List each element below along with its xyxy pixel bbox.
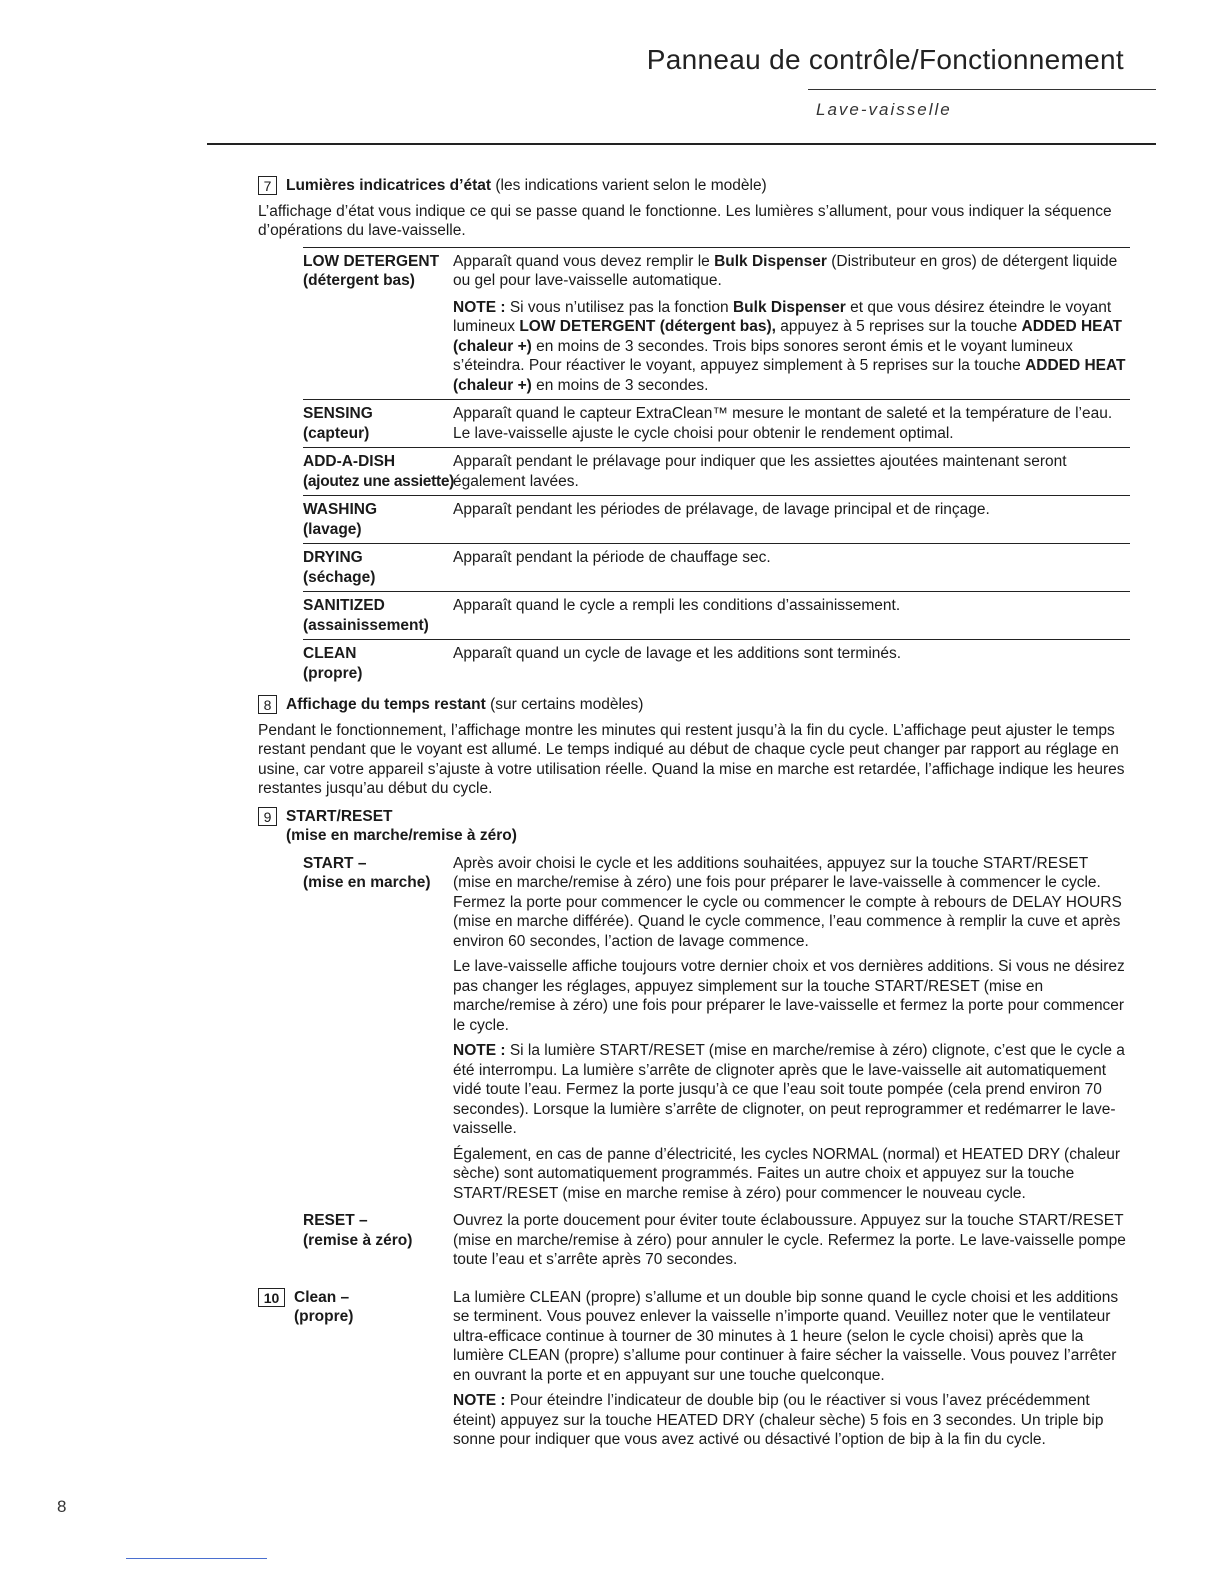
page-title: Panneau de contrôle/Fonctionnement — [646, 44, 1124, 75]
header-rule — [808, 89, 1156, 90]
footer-rule — [126, 1558, 267, 1559]
reset-entry — [303, 1209, 1130, 1276]
indicator-row-drying — [303, 543, 1130, 591]
entry-label: START – (mise en marche) — [303, 854, 431, 891]
section-title-note: (les indications varient selon le modèle) — [491, 177, 767, 194]
indicator-description: Apparaît quand le capteur ExtraClean™ mesure le montant de saleté et la température de l’eau. Le lave-vaisselle ajuste le cycle choisi pour obtenir le rendement optimal. — [453, 405, 1113, 442]
indicator-label: SANITIZED (assainissement) — [303, 597, 429, 634]
note: NOTE : Pour éteindre l’indicateur de double bip (ou le réactiver si vous l’avez précédemment éteint) appuyez sur la touche HEATED DRY (chaleur sèche) 5 fois en 3 secondes. Un triple bip sonne pour indiquer que vous avez activé ou désactivé l’option de bip à la fin du cycle. — [453, 1392, 1104, 1448]
section-title: START/RESET (mise en marche/remise à zéro) — [286, 807, 517, 844]
section-heading — [258, 695, 1130, 715]
indicator-description: Apparaît quand un cycle de lavage et les additions sont terminés. — [453, 645, 902, 662]
main-content — [258, 176, 1130, 1456]
section-heading — [258, 176, 1130, 196]
section-title: Lumières indicatrices d’état — [286, 177, 492, 194]
indicator-row-clean — [303, 639, 1130, 687]
section-number: 9 — [258, 807, 277, 826]
indicator-description: Apparaît quand le cycle a rempli les conditions d’assainissement. — [453, 597, 901, 614]
entry-label: RESET – (remise à zéro) — [303, 1212, 413, 1249]
indicator-description: Apparaît quand vous devez remplir le Bulk Dispenser (Distributeur en gros) de détergent liquide ou gel pour lave-vaisselle automatique. NOTE : Si vous n’utilisez pas la fonction Bulk Dispenser et que vous désirez éteindre le voyant lumineux LOW DETERGENT (détergent bas), appuyez à 5 reprises sur la touche ADDED HEAT (chaleur +) en moins de 3 secondes. Trois bips sonores seront émis et le voyant lumineux s’éteindra. Pour réactiver le voyant, appuyez simplement à 5 reprises sur la touche ADDED HEAT (chaleur +) en moins de 3 secondes. — [453, 252, 1130, 396]
section-time-remaining — [258, 695, 1130, 799]
section-title: Affichage du temps restant — [286, 696, 486, 713]
indicator-description: Apparaît pendant la période de chauffage sec. — [453, 549, 771, 566]
indicator-description: Apparaît pendant les périodes de prélavage, de lavage principal et de rinçage. — [453, 501, 990, 518]
indicator-label: WASHING (lavage) — [303, 501, 378, 538]
entry-description: Après avoir choisi le cycle et les additions souhaitées, appuyez sur la touche START/RESET (mise en marche/remise à zéro) une fois pour préparer le lave-vaisselle à commencer le cycle. Fermez la porte pour commencer le cycle ou commencer le compte à rebours de DELAY HOURS (mise en marche différée). Quand le cycle commence, l’eau commence à remplir la cuve et après environ 60 secondes, l’action de lavage commence. Le lave-vaisselle affiche toujours votre dernier choix et vos dernières additions. Si vous ne désirez pas changer les réglages, appuyez simplement sur la touche START/RESET (mise en marche/remise à zéro) une fois pour préparer le lave-vaisselle et fermez la porte pour commencer le cycle. NOTE : Si la lumière START/RESET (mise en marche/remise à zéro) clignote, c’est que le cycle a été interrompu. La lumière s’arrête de clignoter après que le lave-vaisselle ait automatiquement vidé toute l’eau. Fermez la porte jusqu’à ce que l’eau soit toute pompée (cela prend environ 70 secondes). Lorsque la lumière s’arrête de clignoter, on peut reprogrammer et redémarrer le lave-vaisselle. Également, en cas de panne d’électricité, les cycles NORMAL (normal) et HEATED DRY (chaleur sèche) sont automatiquement programmés. Faites un autre choix et appuyez sur la touche START/RESET (mise en marche remise à zéro) pour commencer le nouveau cycle. — [453, 854, 1130, 1210]
section-number: 10 — [258, 1288, 285, 1307]
section-heading — [258, 807, 1130, 846]
section-status-lights — [258, 176, 1130, 687]
section-body: Pendant le fonctionnement, l’affichage montre les minutes qui restent jusqu’à la fin du cycle. L’affichage peut ajuster le temps restant pendant que le voyant est allumé. Le temps indiqué au début de chaque cycle peut changer par rapport au réglage en usine, car votre appareil s’ajuste à votre utilisation réelle. Quand la mise en marche est retardée, l’affichage indique les heures restantes jusqu’au début du cycle. — [258, 721, 1125, 797]
indicator-label: LOW DETERGENT (détergent bas) — [303, 252, 440, 289]
section-title-note: (sur certains modèles) — [485, 696, 644, 713]
entry-description: La lumière CLEAN (propre) s’allume et un double bip sonne quand le cycle choisi et les additions se terminent. Vous pouvez enlever la vaisselle n’importe quand. Veuillez noter que le ventilateur ultra-efficace continue à tourner de 30 minutes à 1 heure (selon le cycle choisi) après que la lumière CLEAN (propre) s’allume pour continuer à faire sécher la vaisselle. Vous pouvez l’arrêter en ouvrant la porte et en appuyant sur une touche quelconque. NOTE : Pour éteindre l’indicateur de double bip (ou le réactiver si vous l’avez précédemment éteint) appuyez sur la touche HEATED DRY (chaleur sèche) 5 fois en 3 secondes. Un triple bip sonne pour indiquer que vous avez activé ou désactivé l’option de bip à la fin du cycle. — [453, 1288, 1130, 1456]
entry-description: Ouvrez la porte doucement pour éviter toute éclaboussure. Appuyez sur la touche START/RESET (mise en marche/remise à zéro) pour annuler le cycle. Refermez la porte. Le lave-vaisselle pompe toute l’eau et s’arrête après 70 secondes. — [453, 1212, 1126, 1268]
note: NOTE : Si vous n’utilisez pas la fonction Bulk Dispenser et que vous désirez éteindre le voyant lumineux LOW DETERGENT (détergent bas), appuyez à 5 reprises sur la touche ADDED HEAT (chaleur +) en moins de 3 secondes. Trois bips sonores seront émis et le voyant lumineux s’éteindra. Pour réactiver le voyant, appuyez simplement à 5 reprises sur la touche ADDED HEAT (chaleur +) en moins de 3 secondes. — [453, 298, 1126, 394]
start-entry — [303, 852, 1130, 1210]
indicator-label: CLEAN (propre) — [303, 645, 363, 682]
indicator-label: ADD-A-DISH (ajoutez une assiette) — [303, 453, 455, 490]
entry-label: 10 Clean – (propre) — [258, 1288, 453, 1456]
section-number: 7 — [258, 176, 277, 195]
indicator-description: Apparaît pendant le prélavage pour indiquer que les assiettes ajoutées maintenant seront également lavées. — [453, 453, 1067, 490]
section-number: 8 — [258, 695, 277, 714]
indicator-row-low-detergent — [303, 247, 1130, 400]
indicator-label: DRYING (séchage) — [303, 549, 376, 586]
note: NOTE : Si la lumière START/RESET (mise en marche/remise à zéro) clignote, c’est que le cycle a été interrompu. La lumière s’arrête de clignoter après que le lave-vaisselle ait automatiquement vidé toute l’eau. Fermez la porte jusqu’à ce que l’eau soit toute pompée (cela prend environ 70 secondes). Lorsque la lumière s’arrête de clignoter, on peut reprogrammer et redémarrer le lave-vaisselle. — [453, 1042, 1125, 1137]
header-divider — [207, 143, 1156, 145]
indicator-row-washing — [303, 495, 1130, 543]
indicator-label: SENSING (capteur) — [303, 405, 373, 442]
indicator-row-sanitized — [303, 591, 1130, 639]
page-number: 8 — [57, 1497, 67, 1516]
indicator-row-add-a-dish — [303, 447, 1130, 495]
section-clean — [258, 1284, 1130, 1456]
page-subtitle: Lave-vaisselle — [816, 100, 952, 119]
section-intro: L’affichage d’état vous indique ce qui se passe quand le fonctionne. Les lumières s’allument, pour vous indiquer la séquence d’opérations du lave-vaisselle. — [258, 202, 1112, 239]
section-start-reset — [258, 807, 1130, 1276]
indicator-row-sensing — [303, 399, 1130, 447]
